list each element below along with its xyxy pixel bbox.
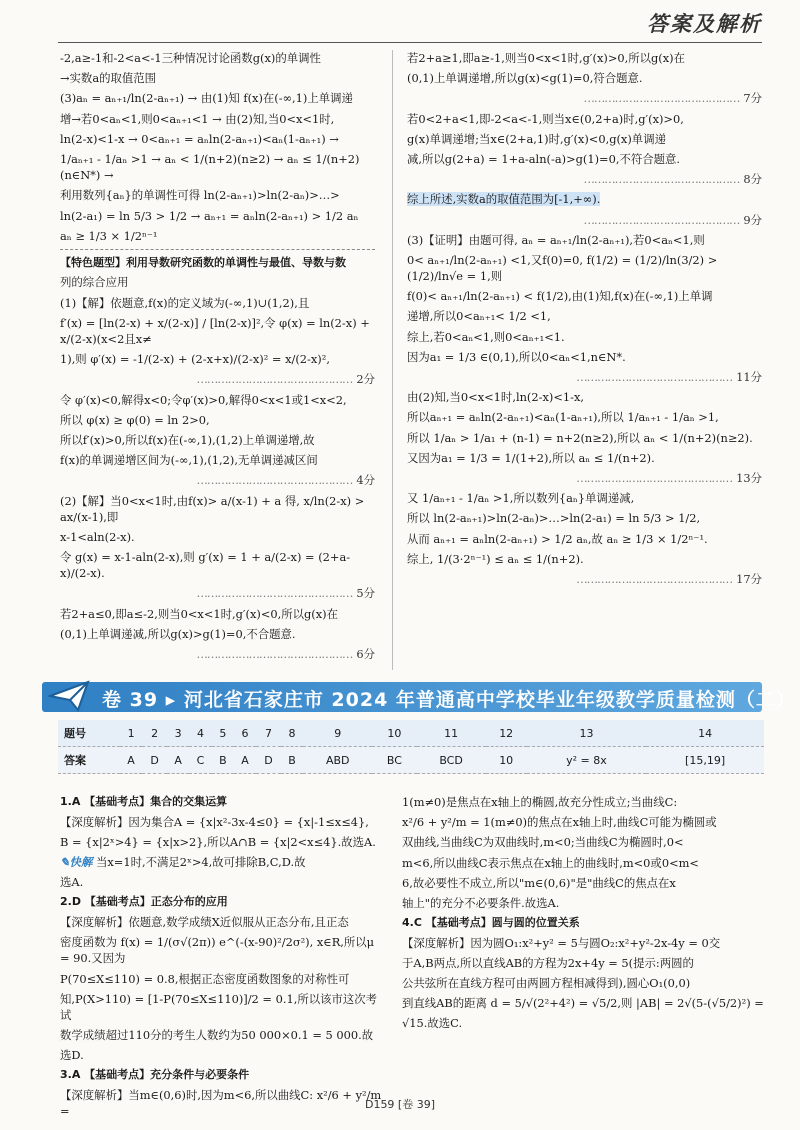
divider	[60, 249, 375, 250]
bottom-right-column	[402, 794, 764, 1036]
text-line: 又因为a₁ = 1/3 = 1/(1+2),所以 aₙ ≤ 1/(n+2).	[407, 450, 655, 465]
text-line: 双曲线,当曲线C为双曲线时,m<0;当曲线C为椭圆时,0<	[402, 835, 684, 850]
text-line: 由(2)知,当0<x<1时,ln(2-x)<1-x,	[407, 390, 585, 405]
table-cell: 6	[234, 720, 256, 747]
table-cell: 12	[486, 720, 527, 747]
table-cell: B	[281, 747, 303, 774]
table-cell: 10	[372, 720, 416, 747]
table-cell: 7	[256, 720, 281, 747]
text-line: 综上,若0<aₙ<1,则0<aₙ₊₁<1.	[407, 329, 565, 344]
text-line: f′(x) = [ln(2-x) + x/(2-x)] / [ln(2-x)]²,令 φ(x) = ln(2-x) + x/(2-x)(x<2且x≠	[60, 315, 370, 347]
text-line: 综上, 1/(3·2ⁿ⁻¹) ≤ aₙ ≤ 1/(n+2).	[407, 551, 584, 566]
text-line: ln(2-x)<1-x → 0<aₙ₊₁ = aₙln(2-aₙ₊₁)<aₙ(1-aₙ₊₁) →	[60, 131, 339, 146]
text-line: 6,故必要性不成立,所以"m∈(0,6)"是"曲线C的焦点在x	[402, 875, 676, 890]
text-line: 公共弦所在直线方程可由两圆方程相减得到),圆心O₁(0,0)	[402, 976, 691, 991]
score-mark: ……………………………………… 17分	[407, 571, 762, 587]
paper-plane-icon	[48, 678, 92, 714]
text-line: B = {x|2ˣ>4} = {x|x>2},所以A∩B = {x|2<x≤4}.故选A.	[60, 834, 376, 849]
question-heading: 1.A 【基础考点】集合的交集运算	[60, 795, 228, 808]
text-line: 列的综合应用	[60, 275, 129, 290]
score-mark: ……………………………………… 9分	[407, 212, 762, 228]
question-heading: 4.C 【基础考点】圆与圆的位置关系	[402, 916, 580, 930]
score-mark: ……………………………………… 4分	[60, 472, 375, 488]
text-line: 所以f′(x)>0,所以f(x)在(-∞,1),(1,2)上单调递增,故	[60, 432, 315, 447]
right-column	[407, 50, 762, 591]
text-line: 于A,B两点,所以直线AB的方程为2x+4y = 5(提示:两圆的	[402, 955, 694, 970]
text-line: 增→若0<aₙ<1,则0<aₙ₊₁<1 → 由(2)知,当0<x<1时,	[60, 111, 335, 126]
table-cell: 3	[167, 720, 189, 747]
text-line: 【深度解析】依题意,数学成绩X近似服从正态分布,且正态	[60, 914, 349, 929]
text-line: (0,1)上单调递增,所以g(x)<g(1)=0,符合题意.	[407, 71, 643, 86]
bottom-left-column	[60, 794, 382, 1123]
table-cell: 2	[142, 720, 167, 747]
text-line: P(70≤X≤110) = 0.8,根据正态密度函数图象的对称性可	[60, 971, 350, 986]
text-line: 从而 aₙ₊₁ = aₙln(2-aₙ₊₁) > 1/2 aₙ,故 aₙ ≥ 1/3 × 1/2ⁿ⁻¹.	[407, 531, 708, 546]
text-line: 【深度解析】因为圆O₁:x²+y² = 5与圆O₂:x²+y²-2x-4y = 0交	[402, 935, 721, 950]
score-mark: ……………………………………… 6分	[60, 646, 375, 662]
header-rule	[58, 42, 762, 43]
text-line: m<6,所以曲线C表示焦点在x轴上的曲线时,m<0或0<m<	[402, 855, 699, 870]
text-line: 0< aₙ₊₁/ln(2-aₙ₊₁) <1,又f(0)=0, f(1/2) = (1/2)/ln(3/2) > (1/2)/ln√e = 1,则	[407, 252, 718, 284]
text-line: 轴上"的充分不必要条件.故选A.	[402, 895, 560, 910]
table-cell: BCD	[417, 747, 486, 774]
question-heading: 3.A 【基础考点】充分条件与必要条件	[60, 1068, 250, 1082]
text-line: (2)【解】当0<x<1时,由f(x)> a/(x-1) + a 得, x/ln(2-x) > ax/(x-1),即	[60, 493, 365, 524]
table-cell: D	[256, 747, 281, 774]
pen-icon: ✎	[60, 854, 70, 869]
text-line: 1),则 φ′(x) = -1/(2-x) + (2-x+x)/(2-x)² = x/(2-x)²,	[60, 352, 330, 367]
table-cell: y² = 8x	[527, 747, 646, 774]
table-cell: D	[142, 747, 167, 774]
text-line: -2,a≥-1和-2<a<-1三种情况讨论函数g(x)的单调性	[60, 51, 321, 65]
question-heading: 2.D 【基础考点】正态分布的应用	[60, 895, 228, 909]
text-line: 令 φ′(x)<0,解得x<0;令φ′(x)>0,解得0<x<1或1<x<2,	[60, 392, 347, 407]
score-mark: ……………………………………… 7分	[407, 90, 762, 106]
text-line: 因为a₁ = 1/3 ∈(0,1),所以0<aₙ<1,n∈N*.	[407, 349, 626, 364]
text-line: 选D.	[60, 1048, 84, 1063]
text-line: 1(m≠0)是焦点在x轴上的椭圆,故充分性成立;当曲线C:	[402, 795, 678, 809]
quick-solution-label: 快解	[69, 854, 93, 869]
table-row	[58, 720, 764, 747]
text-line: √15.故选C.	[402, 1016, 463, 1031]
row-label: 答案	[58, 747, 120, 774]
text-line: 若0<2+a<1,即-2<a<-1,则当x∈(0,2+a)时,g′(x)>0,	[407, 111, 684, 126]
row-label: 题号	[58, 720, 120, 747]
text-line: →实数a的取值范围	[60, 71, 157, 86]
table-cell: C	[189, 747, 212, 774]
table-cell: 5	[212, 720, 234, 747]
feature-tag: 【特色题型】利用导数研究函数的单调性与最值、导数与数	[60, 255, 346, 269]
text-line: 知,P(X>110) = [1-P(70≤X≤110)]/2 = 0.1,所以该市这次考试	[60, 991, 378, 1022]
text-line: 【深度解析】因为集合A = {x|x²-3x-4≤0} = {x|-1≤x≤4},	[60, 814, 369, 829]
text-line: (3)【证明】由题可得, aₙ = aₙ₊₁/ln(2-aₙ₊₁),若0<aₙ<1,则	[407, 232, 705, 247]
text-line: g(x)单调递增;当x∈(2+a,1)时,g′(x)<0,g(x)单调递	[407, 131, 666, 146]
text-line: aₙ ≥ 1/3 × 1/2ⁿ⁻¹	[60, 228, 158, 243]
text-line: ✎快解 当x=1时,不满足2ˣ>4,故可排除B,C,D.故	[60, 854, 306, 869]
table-cell: B	[212, 747, 234, 774]
text-line: 令 g(x) = x-1-aln(2-x),则 g′(x) = 1 + a/(2-x) = (2+a-x)/(2-x).	[60, 550, 351, 581]
text-line: 又 1/aₙ₊₁ - 1/aₙ >1,所以数列{aₙ}单调递减,	[407, 491, 635, 506]
text-line: 数学成绩超过110分的考生人数约为50 000×0.1 = 5 000.故	[60, 1028, 374, 1043]
table-cell: 8	[281, 720, 303, 747]
text-line: 利用数列{aₙ}的单调性可得 ln(2-aₙ₊₁)>ln(2-aₙ)>…>	[60, 188, 340, 203]
page-header-title: 答案及解析	[647, 12, 762, 36]
table-cell: BC	[372, 747, 416, 774]
table-cell: 11	[417, 720, 486, 747]
table-cell: A	[120, 747, 142, 774]
text-line: ln(2-a₁) = ln 5/3 > 1/2 → aₙ₊₁ = aₙln(2-aₙ₊₁) > 1/2 aₙ	[60, 208, 359, 223]
table-cell: A	[234, 747, 256, 774]
score-mark: ……………………………………… 2分	[60, 371, 375, 387]
table-cell: ABD	[303, 747, 372, 774]
table-cell: 10	[486, 747, 527, 774]
table-row	[58, 747, 764, 774]
score-mark: ……………………………………… 5分	[60, 585, 375, 601]
text-line: 若2+a≥1,即a≥-1,则当0<x<1时,g′(x)>0,所以g(x)在	[407, 51, 686, 65]
page-number: D159 [卷 39]	[364, 1098, 436, 1111]
score-mark: ……………………………………… 11分	[407, 369, 762, 385]
text-line: f(0)< aₙ₊₁/ln(2-aₙ₊₁) < f(1/2),由(1)知,f(x)在(-∞,1)上单调	[407, 289, 713, 304]
text-line: 到直线AB的距离 d = 5/√(2²+4²) = √5/2,则 |AB| = 2√(5-(√5/2)²) =	[402, 996, 764, 1011]
column-divider	[392, 50, 393, 670]
score-mark: ……………………………………… 8分	[407, 171, 762, 187]
text-line: 所以 1/aₙ > 1/a₁ + (n-1) = n+2(n≥2),所以 aₙ < 1/(n+2)(n≥2).	[407, 430, 753, 445]
text-line: 减,所以g(2+a) = 1+a-aln(-a)>g(1)=0,不符合题意.	[407, 151, 681, 166]
table-cell: 14	[646, 720, 764, 747]
banner-title: 卷 39 ▸ 河北省石家庄市 2024 年普通高中学校毕业年级教学质量检测（二）	[102, 689, 796, 711]
text-line: 1/aₙ₊₁ - 1/aₙ >1 → aₙ < 1/(n+2)(n≥2) → aₙ ≤ 1/(n+2)(n∈N*) →	[60, 151, 360, 183]
text-line: x-1<aln(2-x).	[60, 529, 135, 544]
text-line: x²/6 + y²/m = 1(m≠0)的焦点在x轴上时,曲线C可能为椭圆或	[402, 815, 717, 830]
text-line: 所以 ln(2-aₙ₊₁)>ln(2-aₙ)>…>ln(2-a₁) = ln 5/3 > 1/2,	[407, 511, 701, 526]
text-line: 选A.	[60, 875, 84, 890]
text-line: f(x)的单调递增区间为(-∞,1),(1,2),无单调递减区间	[60, 453, 318, 468]
text-line: (1)【解】依题意,f(x)的定义域为(-∞,1)∪(1,2),且	[60, 295, 310, 310]
table-cell: A	[167, 747, 189, 774]
text-line: 【深度解析】当m∈(0,6)时,因为m<6,所以曲线C: x²/6 + y²/m =	[60, 1088, 382, 1119]
left-column	[60, 50, 375, 666]
table-cell: [15,19]	[646, 747, 764, 774]
conclusion-line: 综上所述,实数a的取值范围为[-1,+∞).	[407, 192, 601, 207]
text-line: 若2+a≤0,即a≤-2,则当0<x<1时,g′(x)<0,所以g(x)在	[60, 606, 339, 621]
text-line: 所以aₙ₊₁ = aₙln(2-aₙ₊₁)<aₙ(1-aₙ₊₁),所以 1/aₙ₊₁ - 1/aₙ >1,	[407, 410, 719, 425]
table-cell: 13	[527, 720, 646, 747]
text-line: 所以 φ(x) ≥ φ(0) = ln 2>0,	[60, 412, 210, 427]
table-cell: 9	[303, 720, 372, 747]
section-banner	[42, 676, 796, 714]
score-mark: ……………………………………… 13分	[407, 470, 762, 486]
text-line: (3)aₙ = aₙ₊₁/ln(2-aₙ₊₁) → 由(1)知 f(x)在(-∞,1)上单调递	[60, 91, 353, 106]
answer-table	[58, 720, 764, 774]
text-line: 递增,所以0<aₙ₊₁< 1/2 <1,	[407, 309, 551, 324]
text-line: 密度函数为 f(x) = 1/(σ√(2π)) e^(-(x-90)²/2σ²), x∈R,所以μ = 90.又因为	[60, 935, 375, 966]
table-cell: 4	[189, 720, 212, 747]
text-line: (0,1)上单调递减,所以g(x)>g(1)=0,不合题意.	[60, 626, 296, 641]
table-cell: 1	[120, 720, 142, 747]
